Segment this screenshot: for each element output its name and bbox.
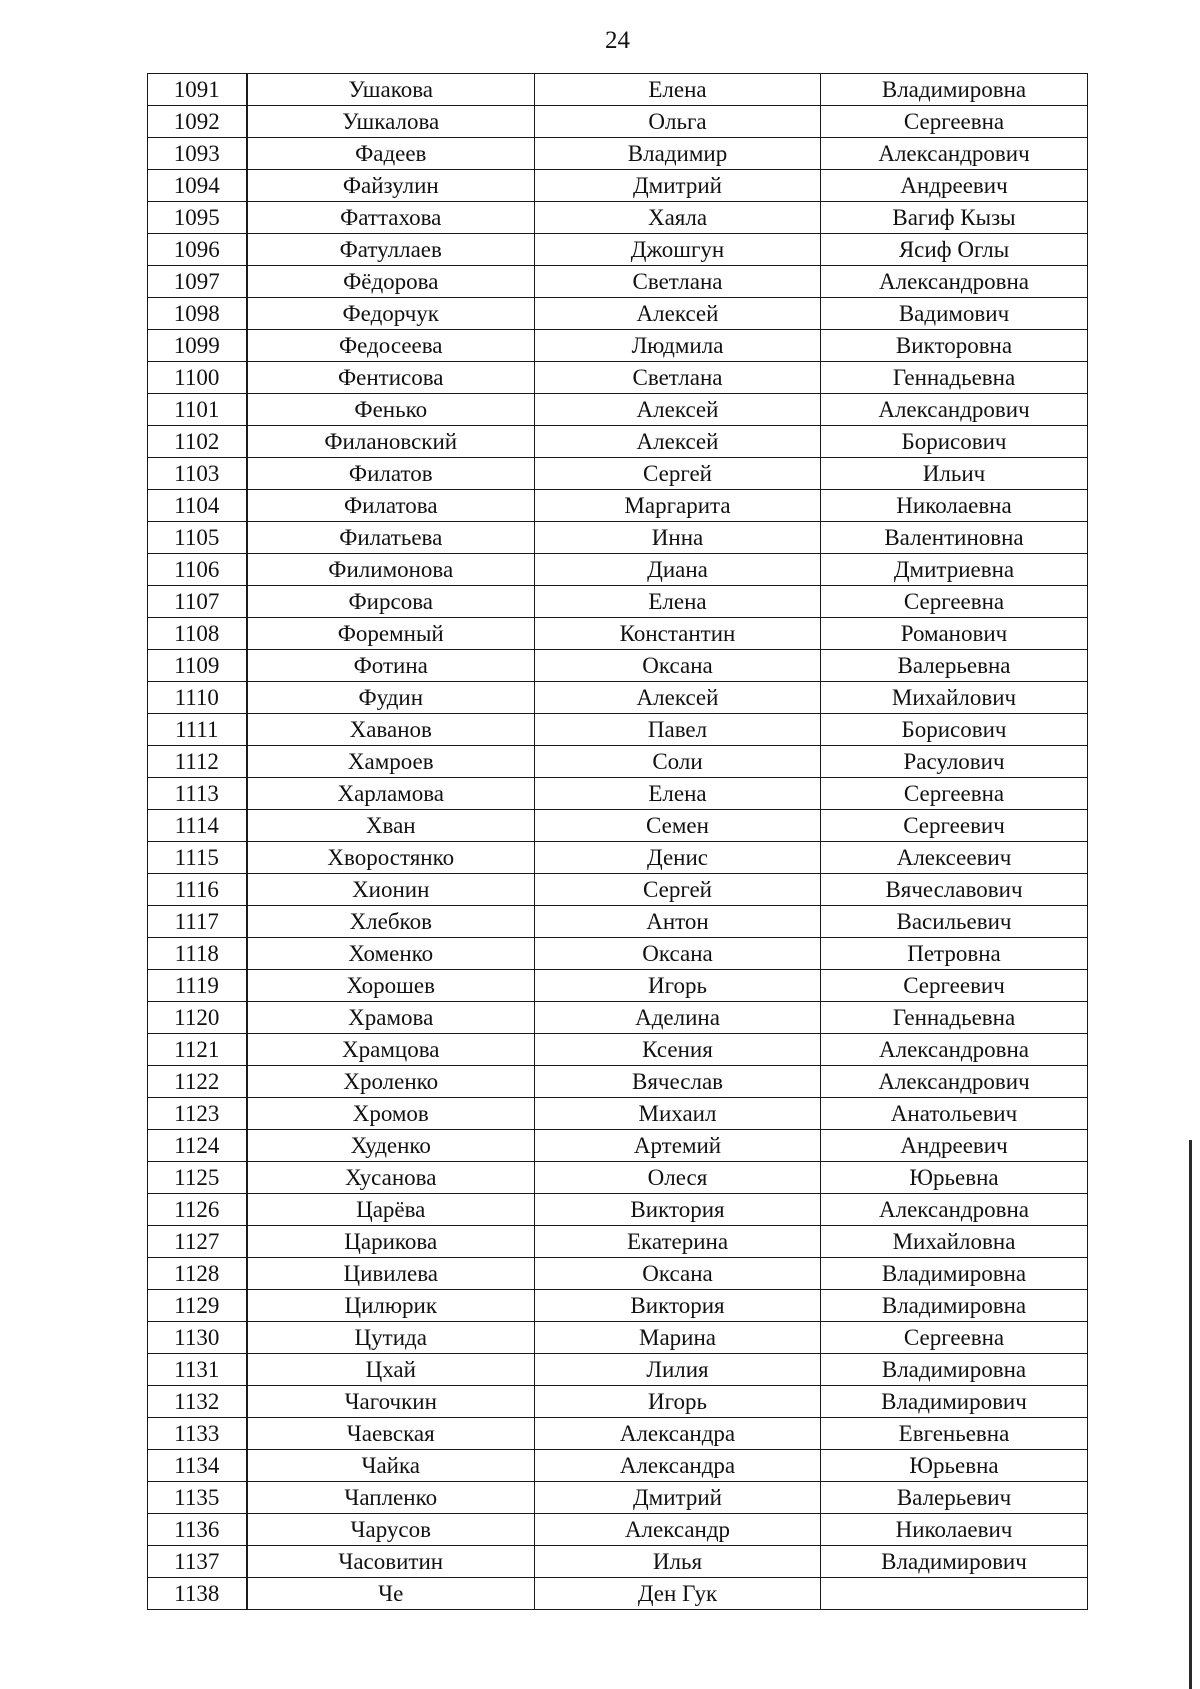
table-row <box>148 1354 1088 1386</box>
table-row <box>148 810 1088 842</box>
first-name-cell: Оксана <box>535 938 821 970</box>
patronymic-cell: Вагиф Кызы <box>821 202 1088 234</box>
surname-cell: Чаевская <box>247 1418 535 1450</box>
table-row <box>148 938 1088 970</box>
table-row <box>148 1482 1088 1514</box>
patronymic-cell: Владимировна <box>821 1354 1088 1386</box>
surname-cell: Ушкалова <box>247 106 535 138</box>
patronymic-cell: Сергеевна <box>821 778 1088 810</box>
patronymic-cell: Валентиновна <box>821 522 1088 554</box>
row-number-cell: 1122 <box>148 1066 247 1098</box>
surname-cell: Фудин <box>247 682 535 714</box>
patronymic-cell: Вячеславович <box>821 874 1088 906</box>
patronymic-cell: Сергеевна <box>821 586 1088 618</box>
surname-cell: Чайка <box>247 1450 535 1482</box>
row-number-cell: 1091 <box>148 74 247 106</box>
row-number-cell: 1110 <box>148 682 247 714</box>
first-name-cell: Дмитрий <box>535 170 821 202</box>
page-number: 24 <box>605 27 630 54</box>
first-name-cell: Константин <box>535 618 821 650</box>
row-number-cell: 1127 <box>148 1226 247 1258</box>
first-name-cell: Инна <box>535 522 821 554</box>
patronymic-cell: Вадимович <box>821 298 1088 330</box>
patronymic-cell: Борисович <box>821 714 1088 746</box>
surname-cell: Хамроев <box>247 746 535 778</box>
table-row <box>148 1418 1088 1450</box>
first-name-cell: Илья <box>535 1546 821 1578</box>
row-number-cell: 1125 <box>148 1162 247 1194</box>
row-number-cell: 1133 <box>148 1418 247 1450</box>
row-number-cell: 1121 <box>148 1034 247 1066</box>
patronymic-cell: Александровна <box>821 266 1088 298</box>
first-name-cell: Ксения <box>535 1034 821 1066</box>
surname-cell: Филатьева <box>247 522 535 554</box>
patronymic-cell: Сергеевна <box>821 1322 1088 1354</box>
table-row <box>148 682 1088 714</box>
patronymic-cell: Александровна <box>821 1034 1088 1066</box>
patronymic-cell: Александрович <box>821 138 1088 170</box>
surname-cell: Цивилева <box>247 1258 535 1290</box>
patronymic-cell: Петровна <box>821 938 1088 970</box>
row-number-cell: 1113 <box>148 778 247 810</box>
first-name-cell: Сергей <box>535 458 821 490</box>
table-row <box>148 266 1088 298</box>
first-name-cell: Аделина <box>535 1002 821 1034</box>
surname-cell: Фентисова <box>247 362 535 394</box>
surname-cell: Чарусов <box>247 1514 535 1546</box>
row-number-cell: 1095 <box>148 202 247 234</box>
first-name-cell: Семен <box>535 810 821 842</box>
table-row <box>148 618 1088 650</box>
patronymic-cell: Владимирович <box>821 1546 1088 1578</box>
surname-cell: Хионин <box>247 874 535 906</box>
row-number-cell: 1136 <box>148 1514 247 1546</box>
patronymic-cell: Ясиф Оглы <box>821 234 1088 266</box>
names-table <box>147 73 1088 1610</box>
patronymic-cell: Александровна <box>821 1194 1088 1226</box>
first-name-cell: Александр <box>535 1514 821 1546</box>
row-number-cell: 1093 <box>148 138 247 170</box>
first-name-cell: Михаил <box>535 1098 821 1130</box>
surname-cell: Хван <box>247 810 535 842</box>
table-row <box>148 1130 1088 1162</box>
first-name-cell: Светлана <box>535 266 821 298</box>
patronymic-cell: Дмитриевна <box>821 554 1088 586</box>
first-name-cell: Ольга <box>535 106 821 138</box>
patronymic-cell: Юрьевна <box>821 1162 1088 1194</box>
table-row <box>148 906 1088 938</box>
surname-cell: Фаттахова <box>247 202 535 234</box>
table-row <box>148 106 1088 138</box>
table-row <box>148 1162 1088 1194</box>
row-number-cell: 1104 <box>148 490 247 522</box>
surname-cell: Фатуллаев <box>247 234 535 266</box>
patronymic-cell: Валерьевич <box>821 1482 1088 1514</box>
first-name-cell: Антон <box>535 906 821 938</box>
first-name-cell: Виктория <box>535 1194 821 1226</box>
row-number-cell: 1138 <box>148 1578 247 1610</box>
patronymic-cell: Васильевич <box>821 906 1088 938</box>
table-row <box>148 1226 1088 1258</box>
table-row <box>148 426 1088 458</box>
table-row <box>148 554 1088 586</box>
table-row <box>148 458 1088 490</box>
surname-cell: Филатова <box>247 490 535 522</box>
first-name-cell: Сергей <box>535 874 821 906</box>
surname-cell: Фёдорова <box>247 266 535 298</box>
patronymic-cell: Юрьевна <box>821 1450 1088 1482</box>
table-row <box>148 522 1088 554</box>
surname-cell: Файзулин <box>247 170 535 202</box>
row-number-cell: 1119 <box>148 970 247 1002</box>
first-name-cell: Людмила <box>535 330 821 362</box>
table-row <box>148 874 1088 906</box>
first-name-cell: Алексей <box>535 426 821 458</box>
patronymic-cell: Николаевич <box>821 1514 1088 1546</box>
table-row <box>148 74 1088 106</box>
first-name-cell: Екатерина <box>535 1226 821 1258</box>
table-row <box>148 1002 1088 1034</box>
row-number-cell: 1129 <box>148 1290 247 1322</box>
table-row <box>148 1546 1088 1578</box>
surname-cell: Хорошев <box>247 970 535 1002</box>
surname-cell: Филимонова <box>247 554 535 586</box>
first-name-cell: Александра <box>535 1418 821 1450</box>
table-row <box>148 1322 1088 1354</box>
surname-cell: Фенько <box>247 394 535 426</box>
row-number-cell: 1128 <box>148 1258 247 1290</box>
first-name-cell: Марина <box>535 1322 821 1354</box>
row-number-cell: 1102 <box>148 426 247 458</box>
surname-cell: Царикова <box>247 1226 535 1258</box>
patronymic-cell: Геннадьевна <box>821 362 1088 394</box>
row-number-cell: 1099 <box>148 330 247 362</box>
table-row <box>148 1034 1088 1066</box>
first-name-cell: Игорь <box>535 970 821 1002</box>
table-row <box>148 362 1088 394</box>
row-number-cell: 1096 <box>148 234 247 266</box>
surname-cell: Хлебков <box>247 906 535 938</box>
table-row <box>148 650 1088 682</box>
table-row <box>148 842 1088 874</box>
table-row <box>148 746 1088 778</box>
table-row <box>148 330 1088 362</box>
row-number-cell: 1135 <box>148 1482 247 1514</box>
first-name-cell: Дмитрий <box>535 1482 821 1514</box>
names-table-body <box>148 74 1088 1610</box>
row-number-cell: 1108 <box>148 618 247 650</box>
first-name-cell: Хаяла <box>535 202 821 234</box>
patronymic-cell: Сергеевич <box>821 810 1088 842</box>
first-name-cell: Павел <box>535 714 821 746</box>
patronymic-cell: Андреевич <box>821 170 1088 202</box>
first-name-cell: Джошгун <box>535 234 821 266</box>
first-name-cell: Светлана <box>535 362 821 394</box>
surname-cell: Храмцова <box>247 1034 535 1066</box>
surname-cell: Харламова <box>247 778 535 810</box>
patronymic-cell: Геннадьевна <box>821 1002 1088 1034</box>
patronymic-cell: Владимировна <box>821 74 1088 106</box>
patronymic-cell: Ильич <box>821 458 1088 490</box>
row-number-cell: 1116 <box>148 874 247 906</box>
table-row <box>148 170 1088 202</box>
patronymic-cell: Валерьевна <box>821 650 1088 682</box>
first-name-cell: Артемий <box>535 1130 821 1162</box>
first-name-cell: Алексей <box>535 394 821 426</box>
surname-cell: Хворостянко <box>247 842 535 874</box>
row-number-cell: 1134 <box>148 1450 247 1482</box>
first-name-cell: Вячеслав <box>535 1066 821 1098</box>
patronymic-cell: Михайлович <box>821 682 1088 714</box>
row-number-cell: 1114 <box>148 810 247 842</box>
patronymic-cell: Владимирович <box>821 1386 1088 1418</box>
first-name-cell: Соли <box>535 746 821 778</box>
table-row <box>148 970 1088 1002</box>
surname-cell: Фотина <box>247 650 535 682</box>
first-name-cell: Александра <box>535 1450 821 1482</box>
table-row <box>148 1514 1088 1546</box>
patronymic-cell: Романович <box>821 618 1088 650</box>
patronymic-cell: Расулович <box>821 746 1088 778</box>
table-row <box>148 1194 1088 1226</box>
row-number-cell: 1097 <box>148 266 247 298</box>
table-row <box>148 586 1088 618</box>
surname-cell: Чагочкин <box>247 1386 535 1418</box>
row-number-cell: 1112 <box>148 746 247 778</box>
first-name-cell: Олеся <box>535 1162 821 1194</box>
surname-cell: Хусанова <box>247 1162 535 1194</box>
table-row <box>148 1098 1088 1130</box>
surname-cell: Фадеев <box>247 138 535 170</box>
surname-cell: Хроленко <box>247 1066 535 1098</box>
table-row <box>148 778 1088 810</box>
surname-cell: Часовитин <box>247 1546 535 1578</box>
row-number-cell: 1103 <box>148 458 247 490</box>
row-number-cell: 1123 <box>148 1098 247 1130</box>
patronymic-cell: Сергеевна <box>821 106 1088 138</box>
row-number-cell: 1092 <box>148 106 247 138</box>
table-row <box>148 202 1088 234</box>
first-name-cell: Диана <box>535 554 821 586</box>
surname-cell: Федосеева <box>247 330 535 362</box>
surname-cell: Цхай <box>247 1354 535 1386</box>
patronymic-cell: Владимировна <box>821 1290 1088 1322</box>
row-number-cell: 1126 <box>148 1194 247 1226</box>
surname-cell: Хромов <box>247 1098 535 1130</box>
patronymic-cell: Николаевна <box>821 490 1088 522</box>
patronymic-cell: Александрович <box>821 394 1088 426</box>
table-row <box>148 1258 1088 1290</box>
row-number-cell: 1132 <box>148 1386 247 1418</box>
patronymic-cell: Александрович <box>821 1066 1088 1098</box>
surname-cell: Ушакова <box>247 74 535 106</box>
table-row <box>148 714 1088 746</box>
patronymic-cell: Сергеевич <box>821 970 1088 1002</box>
table-row <box>148 490 1088 522</box>
patronymic-cell <box>821 1578 1088 1610</box>
row-number-cell: 1107 <box>148 586 247 618</box>
row-number-cell: 1120 <box>148 1002 247 1034</box>
surname-cell: Хаванов <box>247 714 535 746</box>
table-row <box>148 1578 1088 1610</box>
first-name-cell: Алексей <box>535 298 821 330</box>
row-number-cell: 1098 <box>148 298 247 330</box>
row-number-cell: 1115 <box>148 842 247 874</box>
surname-cell: Фирсова <box>247 586 535 618</box>
table-row <box>148 394 1088 426</box>
first-name-cell: Алексей <box>535 682 821 714</box>
surname-cell: Хоменко <box>247 938 535 970</box>
patronymic-cell: Викторовна <box>821 330 1088 362</box>
first-name-cell: Ден Гук <box>535 1578 821 1610</box>
table-row <box>148 1386 1088 1418</box>
surname-cell: Филановский <box>247 426 535 458</box>
row-number-cell: 1100 <box>148 362 247 394</box>
surname-cell: Царёва <box>247 1194 535 1226</box>
patronymic-cell: Борисович <box>821 426 1088 458</box>
row-number-cell: 1111 <box>148 714 247 746</box>
row-number-cell: 1130 <box>148 1322 247 1354</box>
surname-cell: Филатов <box>247 458 535 490</box>
row-number-cell: 1117 <box>148 906 247 938</box>
surname-cell: Цутида <box>247 1322 535 1354</box>
first-name-cell: Игорь <box>535 1386 821 1418</box>
patronymic-cell: Алексеевич <box>821 842 1088 874</box>
row-number-cell: 1118 <box>148 938 247 970</box>
row-number-cell: 1109 <box>148 650 247 682</box>
table-row <box>148 138 1088 170</box>
row-number-cell: 1124 <box>148 1130 247 1162</box>
surname-cell: Че <box>247 1578 535 1610</box>
first-name-cell: Денис <box>535 842 821 874</box>
row-number-cell: 1094 <box>148 170 247 202</box>
surname-cell: Федорчук <box>247 298 535 330</box>
table-row <box>148 298 1088 330</box>
surname-cell: Форемный <box>247 618 535 650</box>
patronymic-cell: Анатольевич <box>821 1098 1088 1130</box>
first-name-cell: Елена <box>535 74 821 106</box>
table-row <box>148 1066 1088 1098</box>
surname-cell: Чапленко <box>247 1482 535 1514</box>
row-number-cell: 1105 <box>148 522 247 554</box>
row-number-cell: 1106 <box>148 554 247 586</box>
scan-edge-line <box>1189 1140 1192 1689</box>
surname-cell: Худенко <box>247 1130 535 1162</box>
first-name-cell: Елена <box>535 586 821 618</box>
surname-cell: Храмова <box>247 1002 535 1034</box>
row-number-cell: 1137 <box>148 1546 247 1578</box>
patronymic-cell: Евгеньевна <box>821 1418 1088 1450</box>
patronymic-cell: Михайловна <box>821 1226 1088 1258</box>
first-name-cell: Оксана <box>535 1258 821 1290</box>
table-row <box>148 1290 1088 1322</box>
row-number-cell: 1101 <box>148 394 247 426</box>
first-name-cell: Лилия <box>535 1354 821 1386</box>
first-name-cell: Маргарита <box>535 490 821 522</box>
patronymic-cell: Владимировна <box>821 1258 1088 1290</box>
table-row <box>148 1450 1088 1482</box>
first-name-cell: Оксана <box>535 650 821 682</box>
first-name-cell: Виктория <box>535 1290 821 1322</box>
row-number-cell: 1131 <box>148 1354 247 1386</box>
first-name-cell: Елена <box>535 778 821 810</box>
surname-cell: Цилюрик <box>247 1290 535 1322</box>
table-row <box>148 234 1088 266</box>
first-name-cell: Владимир <box>535 138 821 170</box>
patronymic-cell: Андреевич <box>821 1130 1088 1162</box>
